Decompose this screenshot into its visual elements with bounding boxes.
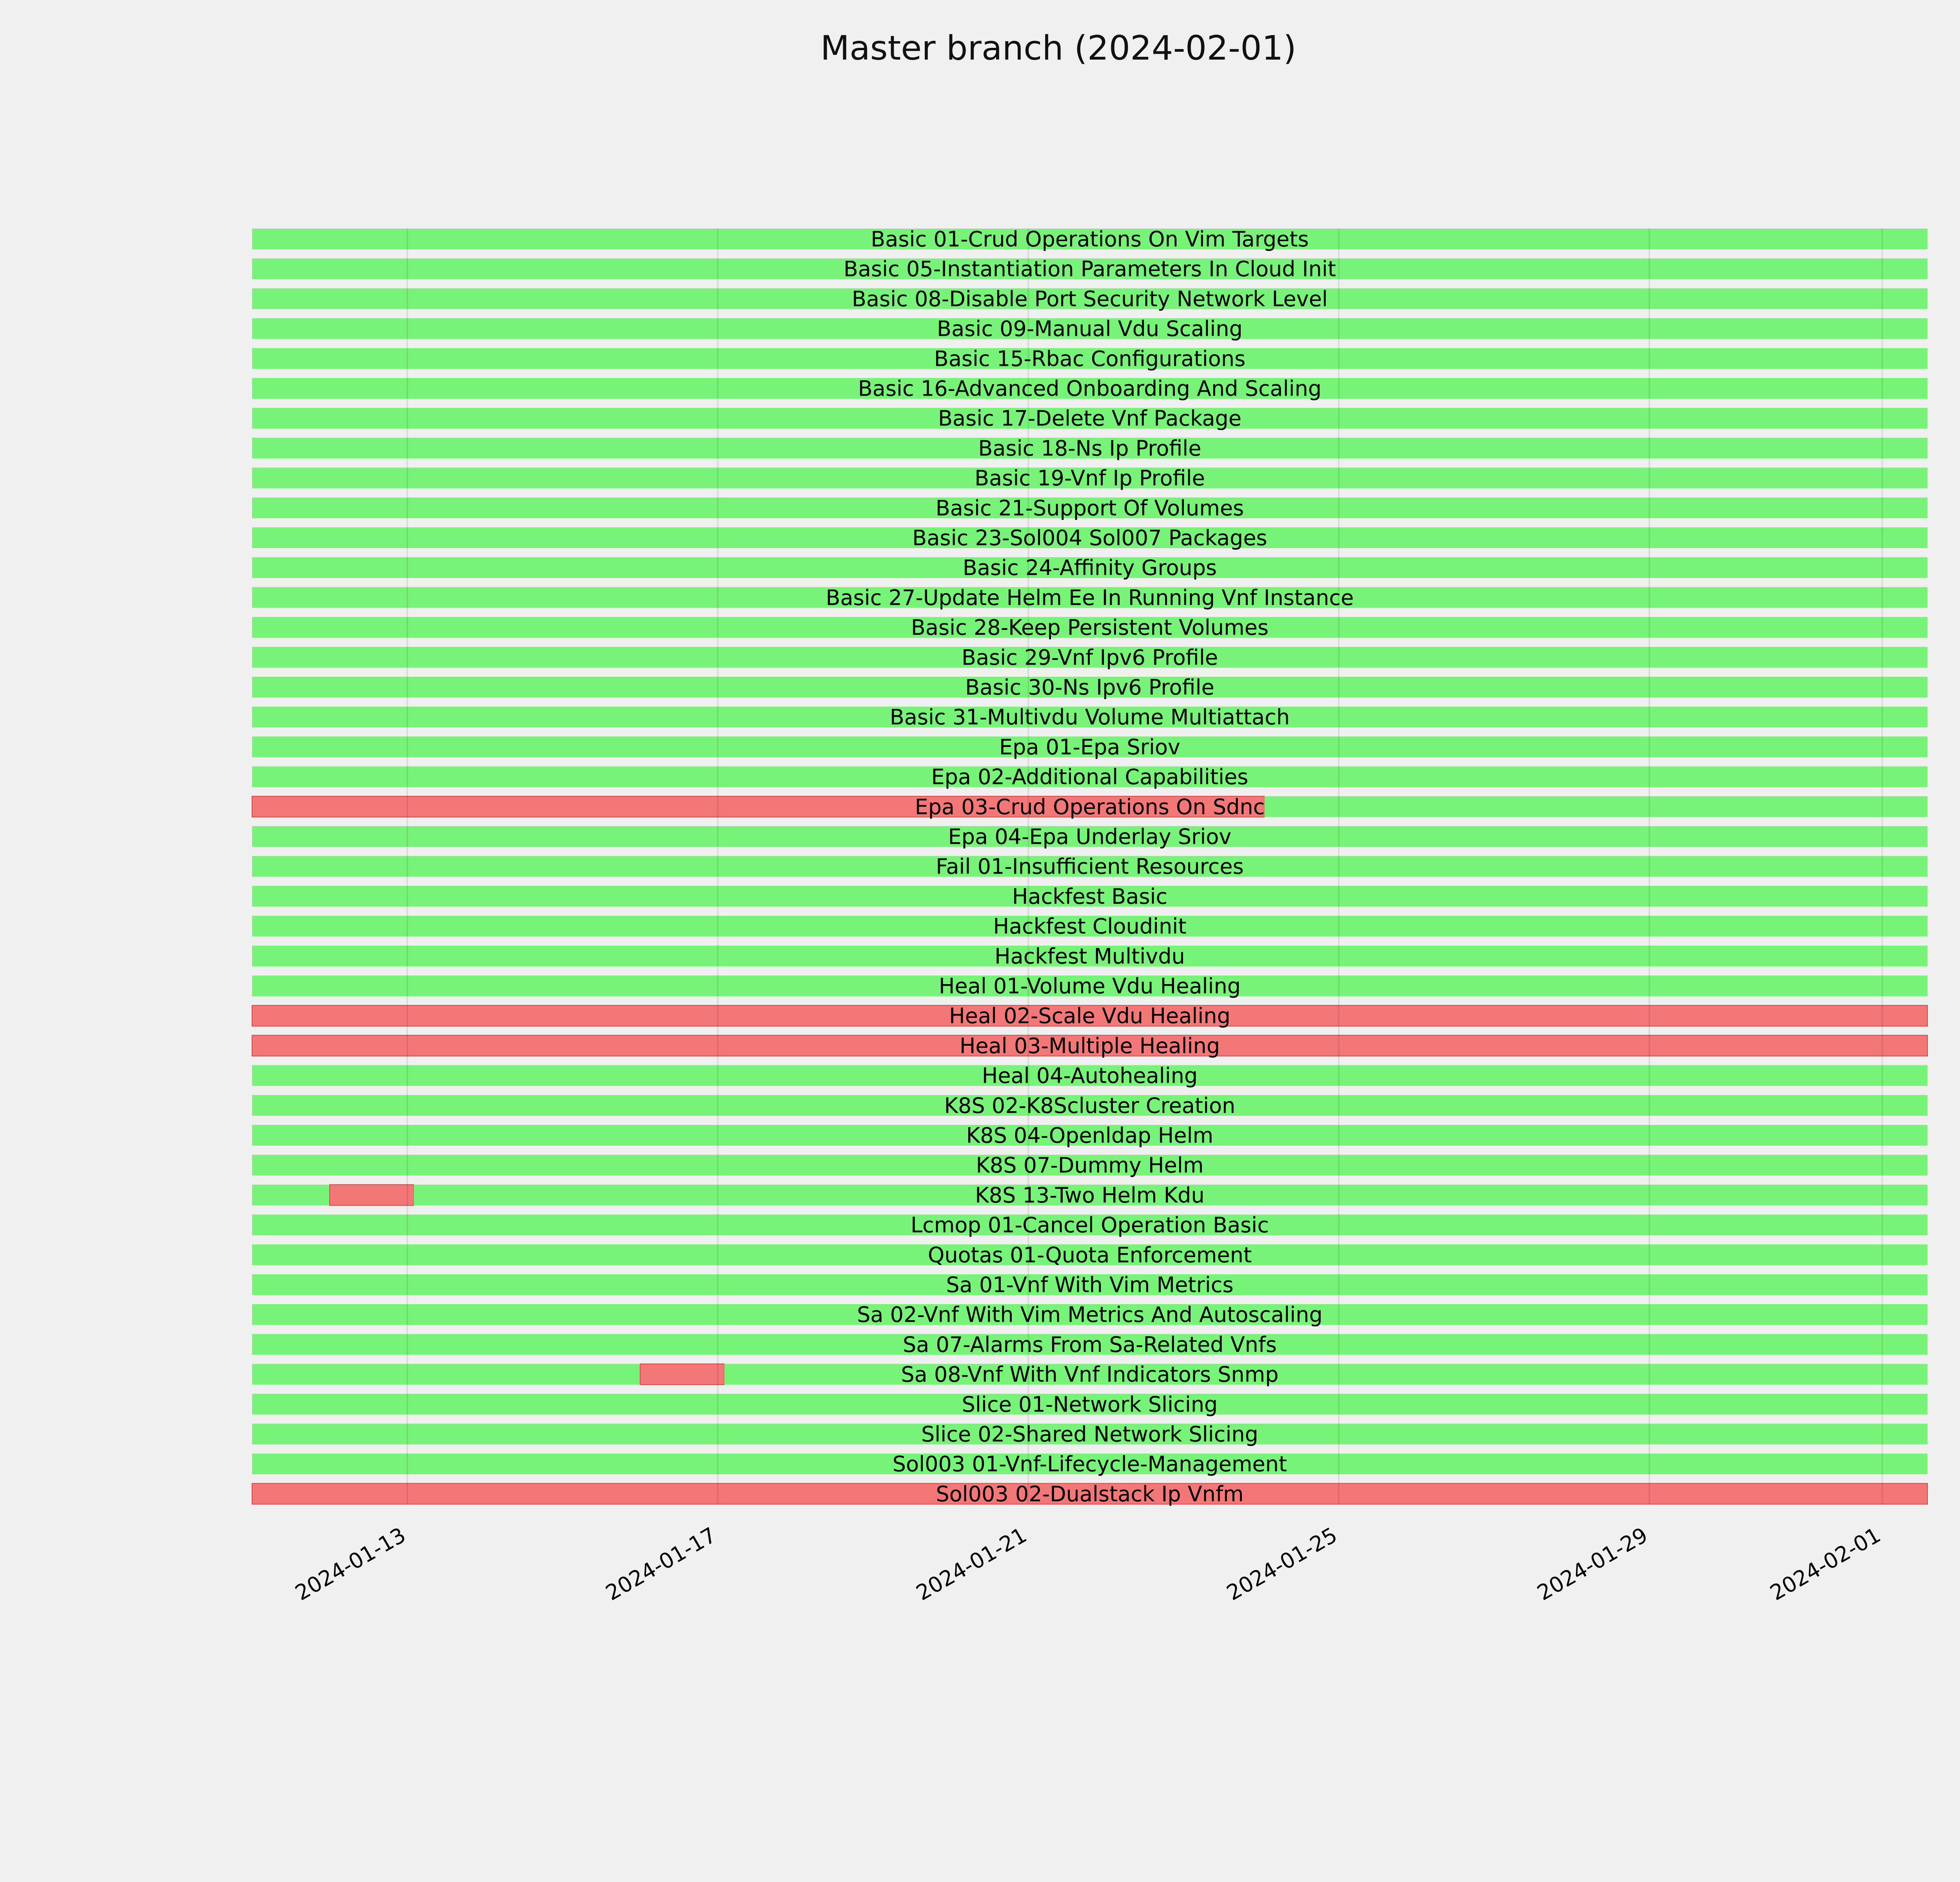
row-label: Epa 04-Epa Underlay Sriov bbox=[948, 824, 1232, 849]
row-label: Basic 18-Ns Ip Profile bbox=[978, 436, 1201, 461]
x-tick-label: 2024-01-25 bbox=[1222, 1522, 1341, 1606]
row-label: Basic 27-Update Helm Ee In Running Vnf Instance bbox=[826, 585, 1354, 610]
row-label: Sa 07-Alarms From Sa-Related Vnfs bbox=[902, 1332, 1277, 1357]
bar-segment-fail bbox=[640, 1364, 724, 1385]
row-label: Sa 01-Vnf With Vim Metrics bbox=[946, 1272, 1234, 1297]
row-label: Hackfest Cloudinit bbox=[993, 914, 1187, 939]
x-tick-label: 2024-01-21 bbox=[912, 1522, 1031, 1606]
x-tick-label: 2024-01-29 bbox=[1533, 1522, 1652, 1606]
row-label: Hackfest Basic bbox=[1012, 884, 1168, 909]
bar-segment-pass bbox=[252, 1184, 330, 1205]
row-label: Basic 01-Crud Operations On Vim Targets bbox=[871, 227, 1309, 252]
row-label: K8S 04-Openldap Helm bbox=[966, 1123, 1214, 1148]
row-label: Basic 05-Instantiation Parameters In Cloud Init bbox=[843, 256, 1336, 282]
row-label: Basic 19-Vnf Ip Profile bbox=[975, 466, 1205, 491]
row-label: Slice 01-Network Slicing bbox=[962, 1392, 1218, 1417]
row-label: Basic 17-Delete Vnf Package bbox=[938, 406, 1242, 431]
chart-title: Master branch (2024-02-01) bbox=[820, 29, 1297, 68]
row-label: Basic 28-Keep Persistent Volumes bbox=[911, 615, 1269, 640]
row-label: Basic 23-Sol004 Sol007 Packages bbox=[912, 525, 1267, 550]
x-tick-label: 2024-01-17 bbox=[601, 1522, 720, 1606]
bar-segment-pass bbox=[1265, 796, 1927, 817]
row-label: Heal 01-Volume Vdu Healing bbox=[938, 974, 1241, 999]
row-label: Epa 01-Epa Sriov bbox=[999, 734, 1180, 759]
row-label: Basic 24-Affinity Groups bbox=[962, 555, 1217, 580]
row-label: Basic 31-Multivdu Volume Multiattach bbox=[889, 705, 1290, 730]
row-label: K8S 13-Two Helm Kdu bbox=[975, 1183, 1205, 1208]
row-label: Hackfest Multivdu bbox=[995, 944, 1185, 969]
row-label: Heal 02-Scale Vdu Healing bbox=[949, 1003, 1230, 1028]
row-label: K8S 02-K8Scluster Creation bbox=[944, 1093, 1236, 1118]
row-label: Basic 29-Vnf Ipv6 Profile bbox=[961, 645, 1218, 670]
row-label: Basic 15-Rbac Configurations bbox=[934, 346, 1246, 371]
row-label: Basic 09-Manual Vdu Scaling bbox=[937, 316, 1243, 342]
row-label: Basic 21-Support Of Volumes bbox=[935, 496, 1244, 521]
row-label: Sol003 01-Vnf-Lifecycle-Management bbox=[892, 1451, 1287, 1477]
row-label: Fail 01-Insufficient Resources bbox=[936, 854, 1244, 879]
row-label: Quotas 01-Quota Enforcement bbox=[927, 1243, 1252, 1268]
row-label: Basic 30-Ns Ipv6 Profile bbox=[965, 675, 1214, 700]
row-label: Epa 02-Additional Capabilities bbox=[931, 765, 1249, 790]
bar-segment-fail bbox=[330, 1184, 414, 1205]
row-label: Basic 16-Advanced Onboarding And Scaling bbox=[858, 376, 1322, 401]
row-label: Slice 02-Shared Network Slicing bbox=[921, 1422, 1258, 1447]
row-label: Sa 02-Vnf With Vim Metrics And Autoscaling bbox=[857, 1302, 1323, 1327]
x-tick-label: 2024-02-01 bbox=[1766, 1522, 1885, 1606]
row-label: Epa 03-Crud Operations On Sdnc bbox=[915, 794, 1265, 819]
row-label: Lcmop 01-Cancel Operation Basic bbox=[910, 1213, 1269, 1238]
x-tick-label: 2024-01-13 bbox=[291, 1522, 410, 1606]
bar-segment-pass bbox=[252, 1364, 640, 1385]
row-label: K8S 07-Dummy Helm bbox=[976, 1153, 1204, 1178]
row-label: Heal 03-Multiple Healing bbox=[959, 1033, 1220, 1058]
row-label: Sol003 02-Dualstack Ip Vnfm bbox=[936, 1481, 1244, 1506]
row-label: Basic 08-Disable Port Security Network Level bbox=[851, 286, 1328, 311]
row-label: Heal 04-Autohealing bbox=[982, 1063, 1198, 1088]
row-label: Sa 08-Vnf With Vnf Indicators Snmp bbox=[901, 1362, 1279, 1387]
